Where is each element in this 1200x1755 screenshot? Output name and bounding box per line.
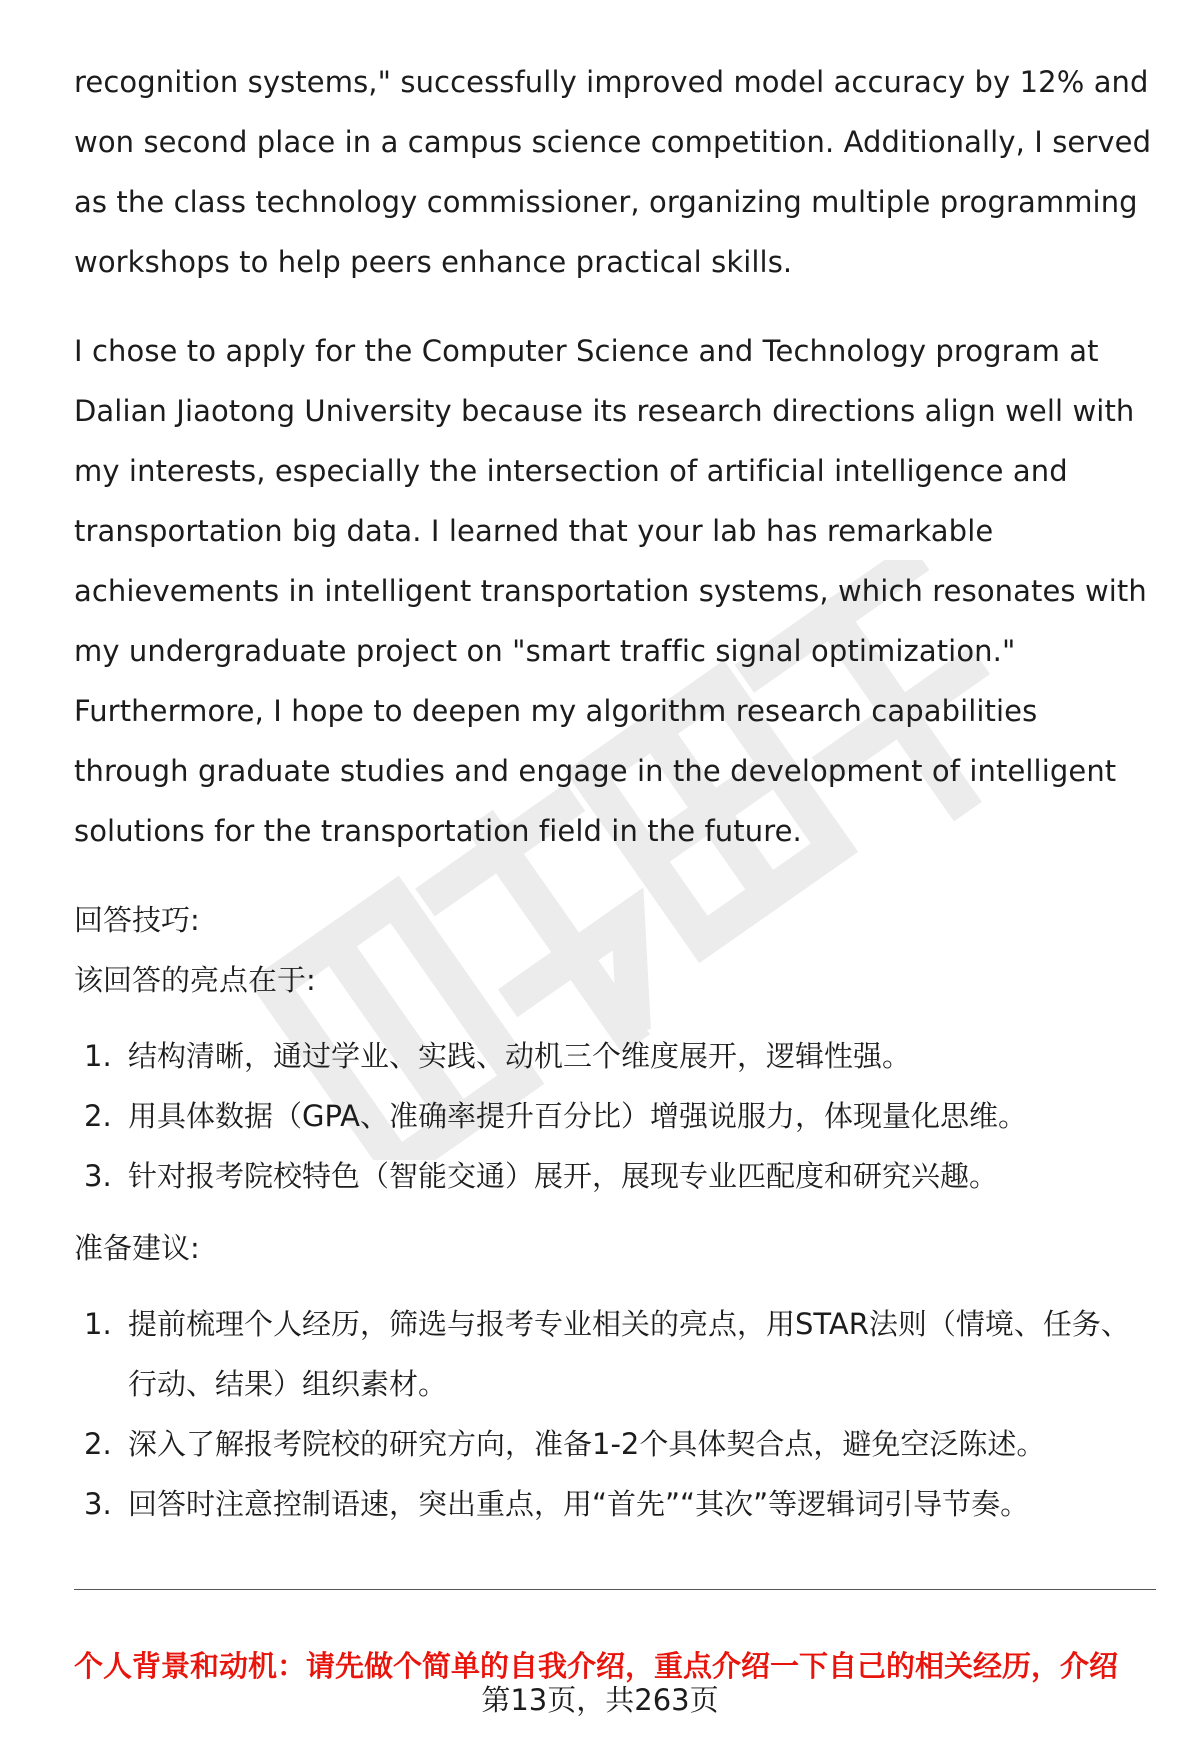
advice-heading: 准备建议: xyxy=(74,1231,200,1265)
list-number: 1. xyxy=(84,1039,112,1073)
list-item xyxy=(74,1146,1154,1206)
tips-heading: 回答技巧: xyxy=(74,903,200,937)
list-item xyxy=(74,1026,1154,1086)
list-item-text: 深入了解报考院校的研究方向，准备1-2个具体契合点，避免空泛陈述。 xyxy=(128,1427,1046,1461)
list-item-text: 回答时注意控制语速，突出重点，用“首先”“其次”等逻辑词引导节奏。 xyxy=(128,1487,1030,1521)
paragraph-academic-practice: recognition systems," successfully improved model accuracy by 12% and won second place in a campus science competition. Additionally, I served as the class technology commissioner, organizing multiple programming workshops to help peers enhance practical skills. xyxy=(74,65,1152,279)
main-content xyxy=(74,52,1154,1546)
list-item-text: 结构清晰，通过学业、实践、动机三个维度展开，逻辑性强。 xyxy=(128,1039,912,1073)
list-number: 1. xyxy=(84,1307,112,1341)
paragraph-motivation: I chose to apply for the Computer Science and Technology program at Dalian Jiaotong University because its research directions align well with my interests, especially the intersection of artificial intelligence and transportation big data. I learned that your lab has remarkable achievements in intelligent transportation systems, which resonates with my undergraduate project on "smart traffic signal optimization." Furthermore, I hope to deepen my algorithm research capabilities through graduate studies and engage in the development of intelligent solutions for the transportation field in the future. xyxy=(74,334,1147,848)
list-number: 3. xyxy=(84,1487,112,1521)
list-item-text: 用具体数据（GPA、准确率提升百分比）增强说服力，体现量化思维。 xyxy=(128,1099,1027,1133)
list-item-text: 提前梳理个人经历，筛选与报考专业相关的亮点，用STAR法则（情境、任务、行动、结果）组织素材。 xyxy=(128,1307,1130,1401)
list-number: 2. xyxy=(84,1427,112,1461)
section-divider xyxy=(74,1589,1156,1590)
advice-list xyxy=(74,1294,1154,1534)
list-number: 3. xyxy=(84,1159,112,1193)
list-item xyxy=(74,1086,1154,1146)
next-question-heading: 个人背景和动机：请先做个简单的自我介绍，重点介绍一下自己的相关经历，介绍 xyxy=(74,1649,1119,1683)
page-number-text: 第13页，共263页 xyxy=(481,1683,719,1717)
list-item xyxy=(74,1414,1154,1474)
list-number: 2. xyxy=(84,1099,112,1133)
list-item-text: 针对报考院校特色（智能交通）展开，展现专业匹配度和研究兴趣。 xyxy=(128,1159,999,1193)
tips-list xyxy=(74,1026,1154,1206)
list-item xyxy=(74,1294,1154,1414)
page-number xyxy=(0,1680,1200,1720)
tips-intro: 该回答的亮点在于: xyxy=(74,963,316,997)
list-item xyxy=(74,1474,1154,1534)
